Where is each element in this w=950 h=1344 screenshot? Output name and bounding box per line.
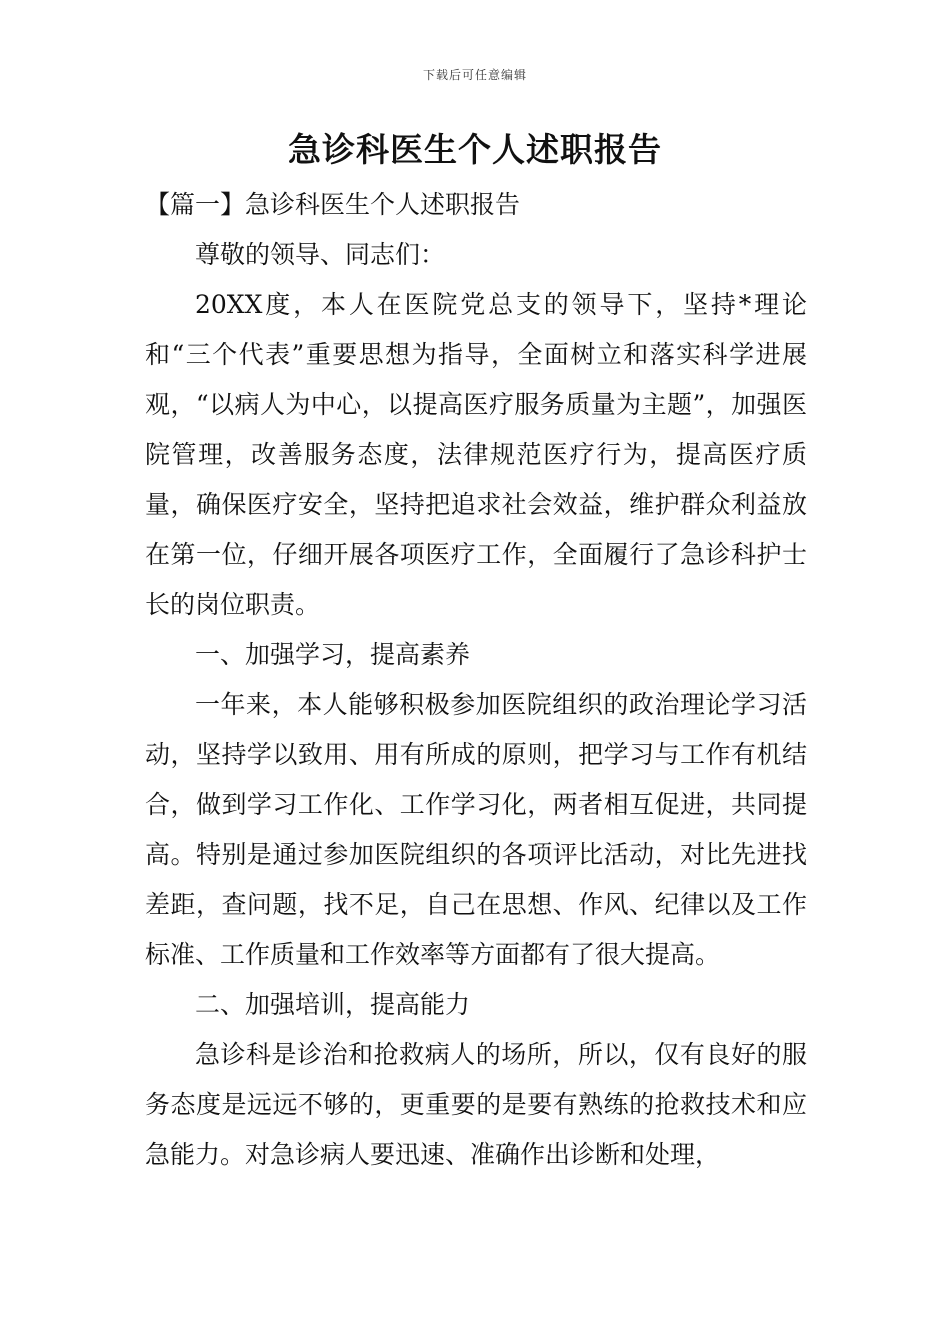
paragraph-training: 急诊科是诊治和抢救病人的场所，所以，仅有良好的服务态度是远远不够的，更重要的是要有熟练的抢救技术和应急能力。对急诊病人要迅速、准确作出诊断和处理， bbox=[145, 1040, 807, 1169]
section-heading-2: 二、加强培训，提高能力 bbox=[195, 990, 471, 1019]
section-heading-1: 一、加强学习，提高素养 bbox=[195, 640, 471, 669]
paragraph-intro: 20XX度，本人在医院党总支的领导下，坚持*理论和“三个代表”重要思想为指导，全面树立和落实科学进展观，“以病人为中心，以提高医疗服务质量为主题”，加强医院管理，改善服务态度，法律规范医疗行为，提高医疗质量，确保医疗安全，坚持把追求社会效益，维护群众利益放在第一位，仔细开展各项医疗工作，全面履行了急诊科护士长的岗位职责。 bbox=[145, 290, 807, 619]
salutation: 尊敬的领导、同志们： bbox=[195, 240, 446, 269]
document-body bbox=[145, 180, 807, 1180]
paragraph-learning: 一年来，本人能够积极参加医院组织的政治理论学习活动，坚持学以致用、用有所成的原则，把学习与工作有机结合，做到学习工作化、工作学习化，两者相互促进，共同提高。特别是通过参加医院组织的各项评比活动，对比先进找差距，查问题，找不足，自己在思想、作风、纪律以及工作标准、工作质量和工作效率等方面都有了很大提高。 bbox=[145, 690, 807, 969]
section-subheading: 【篇一】急诊科医生个人述职报告 bbox=[145, 190, 521, 219]
document-title: 急诊科医生个人述职报告 bbox=[288, 130, 662, 169]
header-note: 下载后可任意编辑 bbox=[422, 68, 527, 82]
